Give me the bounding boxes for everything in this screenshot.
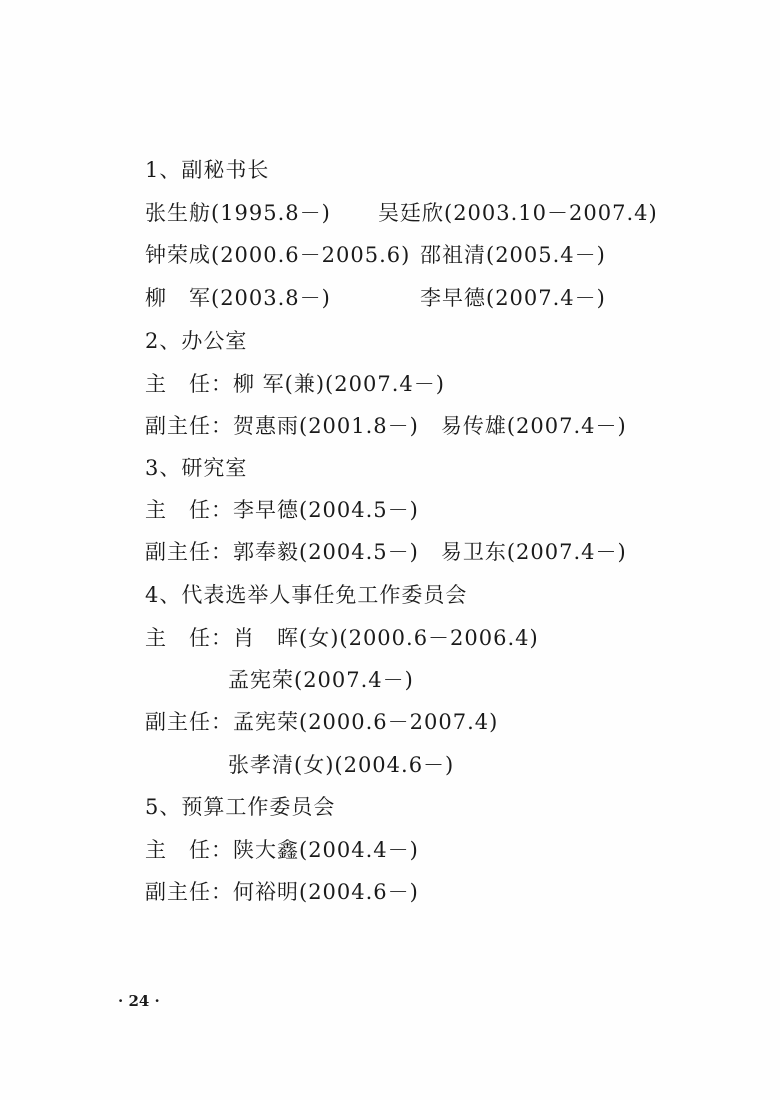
- member-entry: 吴廷欣(2003.10－2007.4): [378, 201, 658, 225]
- section-1-heading: 1、副秘书长: [145, 158, 270, 182]
- member-entry: 张生舫(1995.8－): [145, 201, 331, 225]
- deputy-director-entry: 副主任：何裕明(2004.6－): [145, 880, 419, 904]
- director-entry: 主 任：柳 军(兼)(2007.4－): [145, 372, 445, 396]
- section-4-heading: 4、代表选举人事任免工作委员会: [145, 583, 468, 607]
- member-entry: 柳 军(2003.8－): [145, 286, 331, 310]
- member-entry: 邵祖清(2005.4－): [420, 243, 606, 267]
- member-entry: 钟荣成(2000.6－2005.6): [145, 243, 411, 267]
- section-2-heading: 2、办公室: [145, 329, 248, 353]
- director-entry: 主 任：李早德(2004.5－): [145, 498, 419, 522]
- director-entry: 主 任：肖 晖(女)(2000.6－2006.4): [145, 626, 539, 650]
- page-number: · 24 ·: [118, 992, 160, 1010]
- deputy-director-entry: 副主任：孟宪荣(2000.6－2007.4): [145, 710, 499, 734]
- section-5-heading: 5、预算工作委员会: [145, 795, 336, 819]
- section-3-heading: 3、研究室: [145, 456, 248, 480]
- member-entry: 李早德(2007.4－): [420, 286, 606, 310]
- director-entry: 孟宪荣(2007.4－): [228, 668, 414, 692]
- deputy-director-entry: 副主任：郭奉毅(2004.5－) 易卫东(2007.4－): [145, 540, 627, 564]
- deputy-director-entry: 副主任：贺惠雨(2001.8－) 易传雄(2007.4－): [145, 414, 627, 438]
- director-entry: 主 任：陕大鑫(2004.4－): [145, 838, 419, 862]
- deputy-director-entry: 张孝清(女)(2004.6－): [228, 753, 455, 777]
